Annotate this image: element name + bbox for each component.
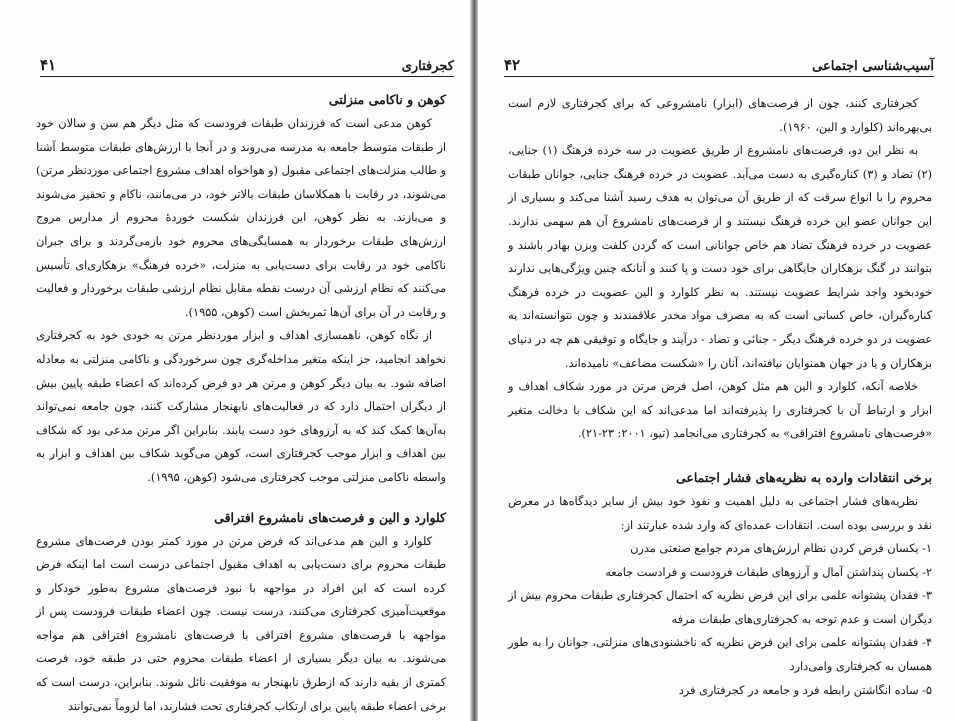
left-page-body: [36, 88, 446, 718]
paragraph: به نظر این دو، فرصت‌های نامشروع از طریق عضویت در سه خرده فرهنگ (۱) جنایی، (۲) تضاد و (۳) کناره‌گیری به دست می‌آید. عضویت در خرده فرهنگ جنایی، جوانان طبقات محروم را با انواع سرقت که از طریق آن می‌توان به هدف رسید آشنا می‌کند و بسیاری از این جوانان عضو این خرده فرهنگ نیستند و از فرصت‌های نامشروع آن هم سهمی ندارند. عضویت در خرده فرهنگ تضاد هم خاص جوانانی است که گردن کلفت وبزن بهادر باشند و بتوانند در گنگ بزهکاران جایگاهی برای خود دست و پا کنند و آنانکه چنین ویژگی‌هایی ندارند خودبخود واجد شرایط عضویت نیستند. به نظر کلوارد و الین عضویت در خرده فرهنگ کناره‌گیران، خاص کسانی است که به مصرف مواد مخدر علاقمندند و چون نتوانسته‌اند به عضویت در دو خرده فرهنگ دیگر - جنائی و تضاد - درآیند و جایگاه و توفیقی هم چه در دنیای بزهکاران و یا در جهان همنوایان نیافته‌اند، آنان را «شکست مضاعف» نامیده‌اند.: [508, 144, 932, 370]
right-page-header: [504, 48, 934, 77]
left-page: [0, 0, 470, 721]
list-item: ۳- فقدان پشتوانه علمی برای این فرض نظریه که احتمال کجرفتاری طبقات محروم بیش از دیگران است و عدم توجه به کجرفتاری‌های طبقات مرفه: [508, 589, 932, 626]
criticism-list: [508, 537, 932, 702]
left-page-header: [40, 48, 454, 77]
paragraph: از نگاه کوهن، ناهمسازی اهداف و ابزار موردنظر مرتن به خودی خود به کجرفتاری نخواهد انجامید، جز اینکه متغیر مداخله‌گری چون سرخوردگی و ناکامی منزلتی به معادله اضافه شود. به بیان دیگر کوهن و مرتن هر دو فرض کرده‌اند که اعضاء طبقه پایین بیش از دیگران احتمال دارد که در فعالیت‌های نابهنجار مشارکت کنند، چون جامعه نمی‌تواند به‌آن‌ها کمک کند که به آرزوهای خود دست یابند. بنابراین اگر مرتن مدعی بود که شکاف بین اهداف و ابزار موجب کجرفتاری است، کوهن می‌گوید شکاف بین اهداف و ابزار به واسطه ناکامی منزلتی موجب کجرفتاری می‌شود (کوهن، ۱۹۹۵).: [36, 329, 446, 484]
paragraph: کوهن مدعی است که فرزندان طبقات فرودست که مثل دیگر هم سن و سالان خود از طبقات متوسط جامعه به مدرسه می‌روند و در آنجا با ارزش‌های طبقات متوسط آشنا و طالب منزلت‌های اجتماعی مقبول (و هواخواه اهداف مشروع اجتماعی موردنظر مرتن) می‌شوند، در رقابت با همکلاسان طبقات بالاتر خود، در می‌مانند، ناکام و تحقیر می‌شوند و می‌بازند. به نظر کوهن، این فرزندان شکست خوردهٔ محروم از مدارس مروج ارزش‌های طبقات برخوردار به همسایگی‌های محروم خود بازمی‌گردند و برای جبران ناکامی خود در رقابت برای دست‌یابی به منزلت، «خرده فرهنگ» بزهکاری‌ای تأسیس می‌کنند که نظام ارزشی آن درست نقطه مقابل نظام ارزشی طبقات برخوردار و فعالیت و رقابت در آن برای آن‌ها ثمربخش است (کوهن، ۱۹۵۵).: [36, 117, 446, 319]
page-number: ۴۲: [504, 56, 521, 74]
book-gutter: [470, 0, 478, 721]
section-heading: کوهن و ناکامی منزلتی: [328, 92, 446, 107]
paragraph: خلاصه آنکه، کلوارد و الین هم مثل کوهن، اصل فرض مرتن در مورد شکاف اهداف و ابزار و ارتباط آن با کجرفتاری را پذیرفته‌اند اما مدعی‌اند که این شکاف با دخالت متغیر «فرصت‌های نامشروع افتراقی» به کجرفتاری می‌انجامد (تیو، ۲۰۰۱: ۲۳-۲۱).: [508, 380, 932, 441]
right-page-body: [508, 92, 932, 702]
list-item: ۵- ساده انگاشتن رابطه فرد و جامعه در کجرفتاری فرد: [678, 683, 932, 697]
right-page: [478, 0, 954, 721]
paragraph: کجرفتاری کنند، چون از فرصت‌های (ابزار) نامشروعی که برای کجرفتاری لازم است بی‌بهره‌اند (کلوارد و الین، ۱۹۶۰).: [508, 97, 932, 134]
paragraph: کلوارد و الین هم مدعی‌اند که فرض مرتن در مورد کمتر بودن فرصت‌های مشروع طبقات محروم برای دست‌یابی به اهداف مقبول اجتماعی درست است اما اینکه فرض کرده است که این افراد در مواجهه با نبود فرصت‌های مشروع به‌طور خودکار و موقعیت‌آمیزی کجرفتاری می‌کنند، درست نیست. چون اعضاء طبقات فرودست پس از مواجهه با فرصت‌های مشروع افتراقی با فرصت‌های نامشروع افتراقی هم مواجه می‌شوند. به بیان دیگر بسیاری از اعضاء طبقات محروم حتی در طبقه خود، فرصت کمتری از بقیه دارند که ازطرق نابهنجار به موفقیت نائل شوند. بنابراین، درست است که برخی اعضاء طبقه پایین برای ارتکاب کجرفتاری تحت فشارند، اما لزوماً نمی‌توانند: [36, 534, 446, 713]
list-item: ۲- یکسان پنداشتن آمال و آرزوهای طبقات فرودست و فرادست جامعه: [605, 565, 932, 579]
page-number: ۴۱: [40, 56, 57, 74]
list-item: ۱- یکسان فرض کردن نظام ارزش‌های مردم جوامع صنعتی مدرن: [630, 542, 932, 556]
paragraph: نظریه‌های فشار اجتماعی به دلیل اهمیت و نفوذ خود بیش از سایر دیدگاه‌ها در معرض نقد و بررسی بوده است. انتقادات عمده‌ای که وارد شده عبارتند از:: [508, 494, 932, 532]
running-title: کجرفتاری: [401, 59, 454, 74]
section-heading: کلوارد و الین و فرصت‌های نامشروع افتراقی: [214, 509, 446, 525]
section-heading: برخی انتقادات وارده به نظریه‌های فشار اجتماعی: [676, 469, 932, 485]
list-item: ۴- فقدان پشتوانه علمی برای این فرض نظریه که ناخشنودی‌های منزلتی، جوانان را به طور همسان به کجرفتاری وامی‌دارد: [508, 636, 932, 674]
running-title: آسیب‌شناسی اجتماعی: [812, 59, 934, 74]
